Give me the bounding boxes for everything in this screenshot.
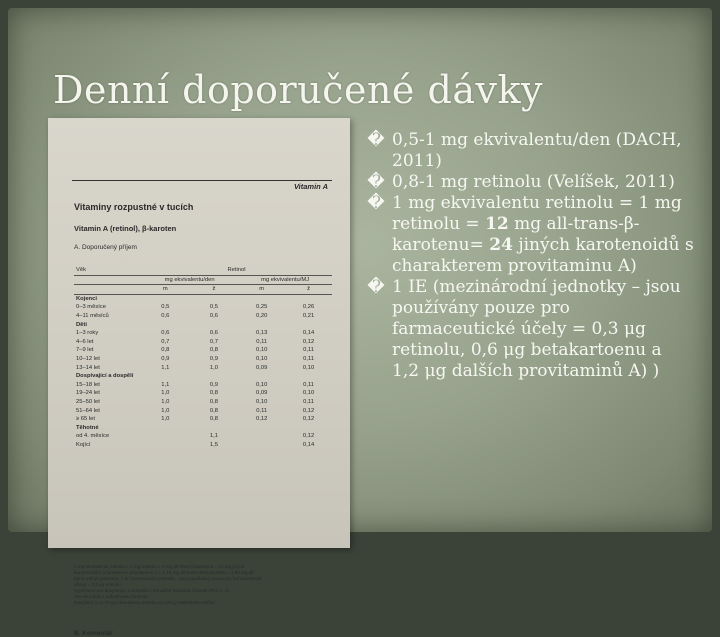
cell-value: 0,9 [209,355,218,362]
footnote-line: účely) = 0,3 μg retinolu [74,582,121,587]
footnotes [74,564,330,606]
cell-value [141,441,190,450]
bullet-item [366,172,694,193]
photo-subheading: Vitamin A (retinol), β-karoten [74,224,177,233]
col-retinol: Retinol [227,267,246,273]
footnote-line: Zde se jedná o odhadnutou hodnotu [74,594,148,599]
cell-value: 0,11 [303,347,314,354]
cell-value: 1,0 [161,416,170,423]
reference-table-photo [48,118,350,637]
bullet-text: 1 IE (mezinárodní jednotky – jsou používány pouze pro farmaceutické účely = 0,3 μg retinolu, 0,6 μg betakartoenu a 1,2 μg dalších provitaminů A) ) [392,277,681,381]
cell-value: 0,10 [256,398,268,405]
bullet-bold-number: 24 [489,235,513,255]
cell-value: 0,6 [161,312,170,319]
footnote-line: Navýšení o ca 70 μg ekvivalentu retinolu na 100 g mateřského mléka [74,600,215,605]
col-m: m [259,286,265,293]
table-row [74,338,332,347]
footnote-line: trans-retinyl-palmitátu; 1 IE (mezinárodní jednotky - jsou používány pouze pro farmaceutické [74,576,262,581]
footnote-line: karotenoidů s charakterem provitaminu A = 1,15 mg all-trans-retinylacetátu = 1,83 mg all- [74,570,255,575]
row-label: Děti [76,321,87,328]
col-sub1: mg ekvivalentu/den [164,276,215,283]
cell-value: 1,0 [161,398,170,405]
cell-value: 1,1 [161,381,170,388]
slide [8,8,712,637]
cell-value: 1,5 [209,441,218,448]
bullet-list [366,130,694,382]
bullet-marker: � [367,130,385,150]
table-row [74,312,332,321]
bullet-marker: � [367,172,385,192]
table-row [74,329,332,338]
table-row [74,407,332,416]
cell-value: 0,20 [256,312,268,319]
cell-value: 0,11 [303,381,314,388]
bullet-text-part: mg all-trans-β-karotenu= [392,214,640,255]
col-m: m [162,286,168,293]
cell-value [238,432,285,441]
cell-value: 0,8 [209,390,218,397]
cell-value: 0,6 [209,330,218,337]
bullet-text-part: jiných karotenoidů s charakterem provitaminu A) [392,235,694,276]
row-label: 15–18 let [76,381,100,388]
cell-value: 0,10 [256,347,268,354]
table-row [74,355,332,364]
row-label: 4–11 měsíců [76,312,109,319]
table-row [74,364,332,373]
photo-heading: Vitaminy rozpustné v tucích [74,202,194,212]
footnote-line: 1 mg ekvivalentu retinolu = 1 mg retinolu = 6 mg all-trans-β-karotenu = 12 mg jiných [74,564,245,569]
cell-value: 0,5 [161,304,170,311]
cell-value: 0,12 [302,338,315,345]
cell-value: 0,26 [302,304,315,311]
cell-value: 0,09 [256,390,268,397]
row-label: Dospívající a dospělí [76,373,134,380]
cell-value: 0,25 [256,304,268,311]
table-row [74,441,332,450]
row-label: Kojenci [76,295,97,302]
cell-value: 0,8 [209,398,218,405]
bullet-marker: � [367,277,385,297]
col-sub2: mg ekvivalentu/MJ [261,276,310,283]
table-row [74,303,332,312]
row-label: od 4. měsíce [76,433,110,440]
bullet-text: 0,5-1 mg ekvivalentu/den (DACH, 2011) [392,130,682,171]
cell-value: 0,6 [209,312,218,319]
cell-value: 1,1 [161,364,170,371]
header-rule [72,180,332,181]
intake-table [74,266,332,449]
cell-value: 0,14 [302,441,315,448]
bullet-item [366,130,694,172]
cell-value: 0,21 [302,312,315,319]
cell-value: 1,0 [161,390,170,397]
row-label: 25–50 let [76,398,100,405]
photo-header-right: Vitamin A [293,182,328,191]
row-label: 51–64 let [76,407,100,414]
cell-value: 0,11 [303,398,314,405]
row-label: 4–6 let [76,338,94,345]
bullet-bold-number: 12 [485,214,509,234]
col-z: ž [307,286,310,293]
row-label: 10–12 let [76,355,100,362]
cell-value: 1,1 [209,433,218,440]
cell-value: 0,8 [209,416,218,423]
table-row [74,389,332,398]
cell-value: 0,10 [256,381,268,388]
table-row [74,398,332,407]
row-label: 0–3 měsíce [76,304,106,311]
cell-value: 0,11 [256,338,268,345]
slide-title: Denní doporučené dávky [53,68,543,112]
cell-value: 0,8 [209,347,218,354]
cell-value: 0,12 [302,433,315,440]
row-label: 1–3 roky [76,330,99,337]
photo-section-a: A. Doporučený příjem [74,244,137,251]
table-section-row [74,321,332,330]
cell-value: 0,12 [302,407,315,414]
table-row [74,415,332,424]
row-label: Těhotné [76,424,99,431]
cell-value [238,441,285,450]
cell-value: 0,12 [256,416,268,423]
bullet-text: 0,8-1 mg retinolu (Velíšek, 2011) [392,172,675,192]
cell-value: 0,6 [161,330,170,337]
row-label: ≥ 65 let [76,416,95,423]
table-row [74,346,332,355]
bullet-item [366,277,694,382]
table-section-row [74,294,332,303]
cell-value: 0,8 [209,407,218,414]
cell-value: 1,0 [161,407,170,414]
cell-value: 0,13 [256,330,268,337]
row-label: 7–9 let [76,347,94,354]
col-z: ž [212,286,216,293]
cell-value: 0,7 [161,338,170,345]
cell-value [141,432,190,441]
table-section-row [74,424,332,433]
cell-value: 0,9 [161,355,170,362]
table-section-row [74,372,332,381]
cell-value: 0,10 [256,355,268,362]
photo-section-b: B. Komentář [74,630,113,637]
cell-value: 0,9 [209,381,218,388]
cell-value: 0,10 [302,390,315,397]
cell-value: 0,5 [209,304,218,311]
cell-value: 0,7 [209,338,218,345]
bullet-text-part: 1 mg ekvivalentu retinolu = 1 mg retinolu = [392,193,682,234]
cell-value: 1,0 [209,364,218,371]
col-age: Věk [76,267,86,273]
cell-value: 0,10 [302,364,315,371]
cell-value: 0,8 [161,347,170,354]
bullet-marker: � [367,193,385,213]
cell-value: 0,11 [256,407,268,414]
row-label: Kojící [76,441,91,448]
row-label: 13–14 let [76,364,100,371]
bullet-item [366,193,694,277]
cell-value: 0,14 [302,330,315,337]
table-row [74,432,332,441]
table-row [74,381,332,390]
cell-value: 0,11 [303,355,314,362]
footnote-line: Vypočteno pro dospívající a dospělé s převážně sedavou činností (PAL 1, 4). [74,588,231,593]
row-label: 19–24 let [76,390,100,397]
cell-value: 0,09 [256,364,268,371]
cell-value: 0,12 [302,416,315,423]
